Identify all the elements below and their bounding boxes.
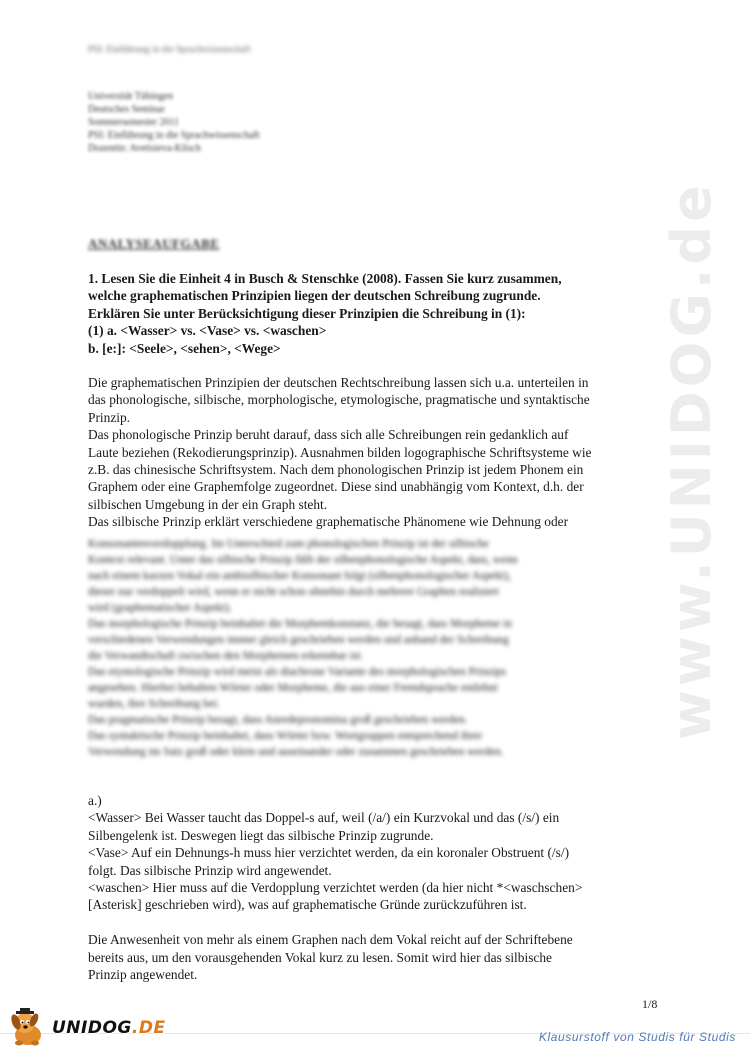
blurred-line: verschiedenen Verwendungen immer gleich geschrieben werden und anhand der Schreibung — [88, 634, 509, 646]
course-header: PSI: Einführung in die Sprachwissenschaft — [88, 44, 251, 54]
page-number: 1/8 — [642, 997, 658, 1011]
blurred-line: Verwendung im Satz groß oder klein und auseinander oder zusammen geschrieben werden. — [88, 746, 504, 758]
answer-line: <Wasser> Bei Wasser taucht das Doppel-s auf, weil (/a/) ein Kurzvokal und das (/s/) ein — [88, 810, 560, 826]
answer-section — [88, 792, 688, 983]
blurred-line: angesehen. Hierbei behalten Wörter oder Morpheme, die aus einer Fremdsprache entlehnt — [88, 682, 498, 694]
watermark: www.UNIDOG.de — [660, 181, 723, 740]
answer-line: <Vase> Auf ein Dehnungs-h muss hier verzichtet werden, da ein koronaler Obstruent (/s/) — [88, 845, 570, 861]
body-line: das phonologische, silbische, morphologische, etymologische, pragmatische und syntaktische — [88, 392, 590, 408]
address-line: Universität Tübingen — [88, 91, 174, 102]
logo-text: UNIDOG.DE — [52, 1018, 166, 1038]
address-line: Sommersemester 2011 — [88, 117, 180, 128]
footer-slogan: Klausurstoff von Studis für Studis — [538, 1030, 736, 1044]
unidog-logo[interactable] — [6, 1008, 166, 1048]
task-line: welche graphematischen Prinzipien liegen der deutschen Schreibung zugrunde. — [88, 288, 541, 304]
address-line: Deutsches Seminar — [88, 104, 165, 115]
blurred-line: nach einem kurzen Vokal ein ambisilbischer Konsonant folgt (silbenphonologischer Aspekt), — [88, 570, 511, 582]
body-line: z.B. das chinesische Schriftsystem. Nach dem phonologischen Prinzip ist jedem Phonem ein — [88, 462, 584, 478]
body-line: Graphem oder eine Graphemfolge zugeordnet. Diese sind unabhängig vom Kontext, d.h. der — [88, 479, 584, 495]
body-line: Das phonologische Prinzip beruht darauf, dass sich alle Schreibungen rein gedanklich auf — [88, 427, 569, 443]
task-line: Erklären Sie unter Berücksichtigung dieser Prinzipien die Schreibung in (1): — [88, 305, 526, 321]
body-line: silbischen Umgebung in der ein Graph steht. — [88, 496, 328, 512]
address-block — [88, 90, 260, 155]
answer-line: [Asterisk] geschrieben wird), was auf graphematische Gründe zurückzuführen ist. — [88, 897, 527, 913]
address-line: PSI: Einführung in die Sprachwissenschaft — [88, 130, 260, 141]
task-prompt — [88, 270, 668, 357]
body-text — [88, 374, 688, 531]
address-line: Dozentin: Avetisieva-Klisch — [88, 143, 201, 154]
task-line: (1) a. <Wasser> vs. <Vase> vs. <waschen> — [88, 323, 327, 339]
answer-line: a.) — [88, 793, 102, 808]
blurred-line: Das syntaktische Prinzip beinhaltet, dass Wörter bzw. Wortgruppen entsprechend ihrer — [88, 730, 483, 742]
body-line: Prinzip. — [88, 409, 131, 425]
answer-line: Die Anwesenheit von mehr als einem Graphen nach dem Vokal reicht auf der Schriftebene — [88, 932, 573, 948]
blurred-line: Das pragmatische Prinzip besagt, dass Anredepronomina groß geschrieben werden. — [88, 714, 468, 726]
answer-line: bereits aus, um den vorausgehenden Vokal kurz zu lesen. Somit wird hier das silbische — [88, 949, 552, 965]
blurred-line: Das etymologische Prinzip wird meist als diachrone Variante des morphologischen Prinzips — [88, 666, 506, 678]
task-line: 1. Lesen Sie die Einheit 4 in Busch & Stenschke (2008). Fassen Sie kurz zusammen, — [88, 271, 562, 286]
paragraph-gap — [88, 914, 688, 931]
blurred-line: Das morphologische Prinzip beinhaltet die Morphemkonstanz, die besagt, dass Morpheme in — [88, 618, 512, 630]
blurred-line: dieser nur verdoppelt wird, wenn er nicht schon ohnehin durch mehrere Graphen realisiert — [88, 586, 499, 598]
task-line: b. [e:]: <Seele>, <sehen>, <Wege> — [88, 340, 281, 356]
body-line: Die graphematischen Prinzipien der deutschen Rechtschreibung lassen sich u.a. unterteilen in — [88, 375, 589, 390]
body-line: Das silbische Prinzip erklärt verschiedene graphematische Phänomene wie Dehnung oder — [88, 514, 569, 530]
body-line: Laute beziehen (Rekodierungsprinzip). Ausnahmen bilden logographische Schriftsysteme wie — [88, 444, 592, 460]
dog-mascot-icon — [6, 1008, 50, 1048]
blurred-line: Konsonantenverdopplung. Im Unterschied zum phonologischen Prinzip ist der silbische — [88, 538, 489, 550]
blurred-line: wird (graphematischer Aspekt). — [88, 602, 232, 614]
answer-line: Prinzip angewendet. — [88, 967, 198, 983]
blurred-line: die Verwandtschaft zwischen den Morphemen erkennbar ist. — [88, 650, 364, 662]
blurred-line: Kontext relevant. Unter das silbische Prinzip fällt der silbenphonologische Aspekt, dass, wenn — [88, 554, 518, 566]
blurred-line: wurden, ihre Schreibung bei. — [88, 698, 220, 710]
section-heading: ANALYSEAUFGABE — [88, 236, 220, 251]
answer-line: <waschen> Hier muss auf die Verdopplung verzichtet werden (da hier nicht *<waschschen> — [88, 880, 583, 896]
blurred-body-text — [88, 536, 688, 760]
answer-line: Silbengelenk ist. Deswegen liegt das silbische Prinzip zugrunde. — [88, 827, 434, 843]
answer-line: folgt. Das silbische Prinzip wird angewendet. — [88, 862, 332, 878]
